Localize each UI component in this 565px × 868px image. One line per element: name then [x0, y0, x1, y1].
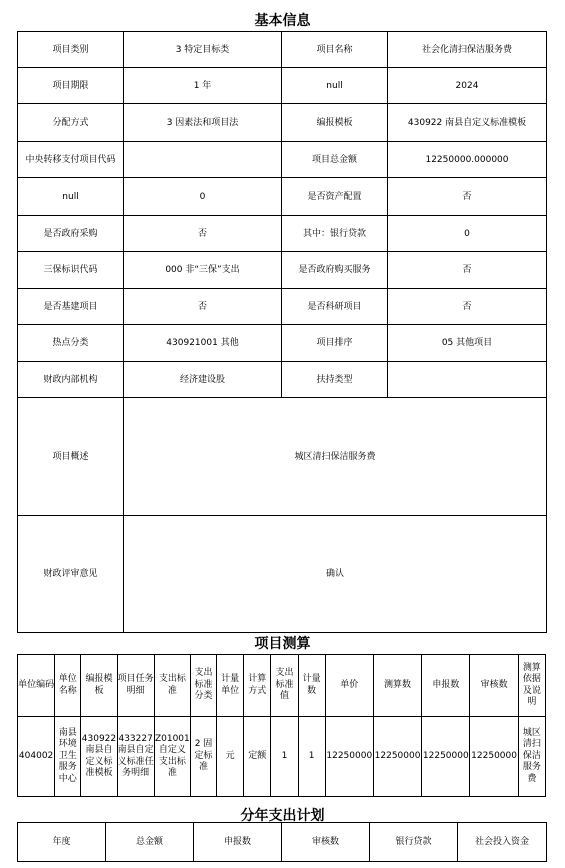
project-calc-table	[17, 654, 546, 797]
calc-header-cell: 支出标准值	[271, 655, 298, 717]
info-value-cell: 0	[124, 178, 282, 216]
info-value-cell	[388, 362, 547, 398]
calc-data-cell: 12250000	[422, 717, 470, 797]
calc-header-cell: 单位编码	[18, 655, 55, 717]
calc-data-cell: 1	[298, 717, 325, 797]
info-row	[18, 142, 547, 178]
info-value-cell: 000 非“三保”支出	[124, 252, 282, 289]
section-title-project-calc: 项目测算	[254, 636, 311, 652]
plan-header-cell: 年度	[18, 823, 106, 862]
info-row	[18, 216, 547, 252]
info-label-cell: 是否科研项目	[282, 289, 388, 325]
calc-header-cell: 测算数	[373, 655, 421, 717]
calc-header-cell: 项目任务明细	[117, 655, 154, 717]
calc-data-cell: Z01001自定义支出标准	[154, 717, 190, 797]
overview-row	[18, 398, 547, 516]
overview-value: 城区清扫保洁服务费	[124, 398, 547, 516]
calc-header-cell: 审核数	[470, 655, 518, 717]
calc-data-cell: 1	[271, 717, 298, 797]
info-value-cell: 430921001 其他	[124, 325, 282, 362]
info-label-cell: 项目总金额	[282, 142, 388, 178]
info-label-cell: 项目名称	[282, 32, 388, 68]
info-value-cell: 12250000.000000	[388, 142, 547, 178]
review-label: 财政评审意见	[18, 516, 124, 633]
calc-header-cell: 计量数	[298, 655, 325, 717]
review-value: 确认	[124, 516, 547, 633]
calc-data-cell: 12250000	[325, 717, 373, 797]
info-value-cell: 3 特定目标类	[124, 32, 282, 68]
info-label-cell: 分配方式	[18, 104, 124, 142]
calc-header-cell: 测算依据及说明	[518, 655, 545, 717]
info-row	[18, 104, 547, 142]
calc-data-cell: 2 固定标准	[190, 717, 216, 797]
info-label-cell: null	[282, 68, 388, 104]
info-label-cell: 编报模板	[282, 104, 388, 142]
info-value-cell: 430922 南县自定义标准模板	[388, 104, 547, 142]
info-row	[18, 178, 547, 216]
calc-header-cell: 申报数	[422, 655, 470, 717]
calc-data-cell: 433227南县自定义标准任务明细	[117, 717, 154, 797]
calc-header-cell: 计量单位	[217, 655, 244, 717]
review-row	[18, 516, 547, 633]
info-row	[18, 32, 547, 68]
plan-header-cell: 审核数	[282, 823, 370, 862]
calc-data-cell: 430922南县自定义标准模板	[81, 717, 117, 797]
info-value-cell: 社会化清扫保洁服务费	[388, 32, 547, 68]
info-row	[18, 362, 547, 398]
calc-header-cell: 支出标准	[154, 655, 190, 717]
calc-data-row	[18, 717, 546, 797]
info-label-cell: 三保标识代码	[18, 252, 124, 289]
info-row	[18, 289, 547, 325]
calc-header-cell: 编报模板	[81, 655, 117, 717]
info-value-cell: 2024	[388, 68, 547, 104]
calc-header-cell: 单位名称	[55, 655, 81, 717]
calc-data-cell: 12250000	[470, 717, 518, 797]
info-label-cell: 项目期限	[18, 68, 124, 104]
info-value-cell: 否	[124, 289, 282, 325]
info-label-cell: 热点分类	[18, 325, 124, 362]
plan-header-cell: 社会投入资金	[458, 823, 547, 862]
info-value-cell: 1 年	[124, 68, 282, 104]
calc-data-cell: 12250000	[373, 717, 421, 797]
info-value-cell: 3 因素法和项目法	[124, 104, 282, 142]
plan-header-cell: 总金额	[106, 823, 194, 862]
info-label-cell: 项目排序	[282, 325, 388, 362]
info-value-cell: 05 其他项目	[388, 325, 547, 362]
plan-header-cell: 申报数	[194, 823, 282, 862]
info-label-cell: 是否基建项目	[18, 289, 124, 325]
info-value-cell: 否	[388, 252, 547, 289]
annual-plan-table	[17, 822, 547, 862]
info-label-cell: 是否政府购买服务	[282, 252, 388, 289]
info-label-cell: 其中：银行贷款	[282, 216, 388, 252]
overview-label: 项目概述	[18, 398, 124, 516]
calc-header-row	[18, 655, 546, 717]
calc-data-cell: 定额	[244, 717, 271, 797]
plan-header-cell: 银行贷款	[370, 823, 458, 862]
info-label-cell: null	[18, 178, 124, 216]
section-title-basic-info: 基本信息	[254, 13, 311, 29]
calc-data-cell: 城区清扫保洁服务费	[518, 717, 545, 797]
info-row	[18, 252, 547, 289]
calc-header-cell: 计算方式	[244, 655, 271, 717]
info-label-cell: 中央转移支付项目代码	[18, 142, 124, 178]
info-value-cell	[124, 142, 282, 178]
calc-data-cell: 南县环境卫生服务中心	[55, 717, 81, 797]
info-label-cell: 项目类别	[18, 32, 124, 68]
info-value-cell: 经济建设股	[124, 362, 282, 398]
info-label-cell: 是否资产配置	[282, 178, 388, 216]
plan-header-row	[18, 823, 547, 862]
info-label-cell: 是否政府采购	[18, 216, 124, 252]
section-title-annual-plan: 分年支出计划	[240, 808, 325, 824]
info-row	[18, 325, 547, 362]
calc-data-cell: 元	[217, 717, 244, 797]
info-label-cell: 财政内部机构	[18, 362, 124, 398]
info-value-cell: 0	[388, 216, 547, 252]
info-row	[18, 68, 547, 104]
basic-info-table	[17, 31, 547, 633]
calc-header-cell: 单价	[325, 655, 373, 717]
calc-data-cell: 404002	[18, 717, 55, 797]
calc-header-cell: 支出标准分类	[190, 655, 216, 717]
info-value-cell: 否	[388, 178, 547, 216]
info-value-cell: 否	[388, 289, 547, 325]
info-value-cell: 否	[124, 216, 282, 252]
info-label-cell: 扶持类型	[282, 362, 388, 398]
